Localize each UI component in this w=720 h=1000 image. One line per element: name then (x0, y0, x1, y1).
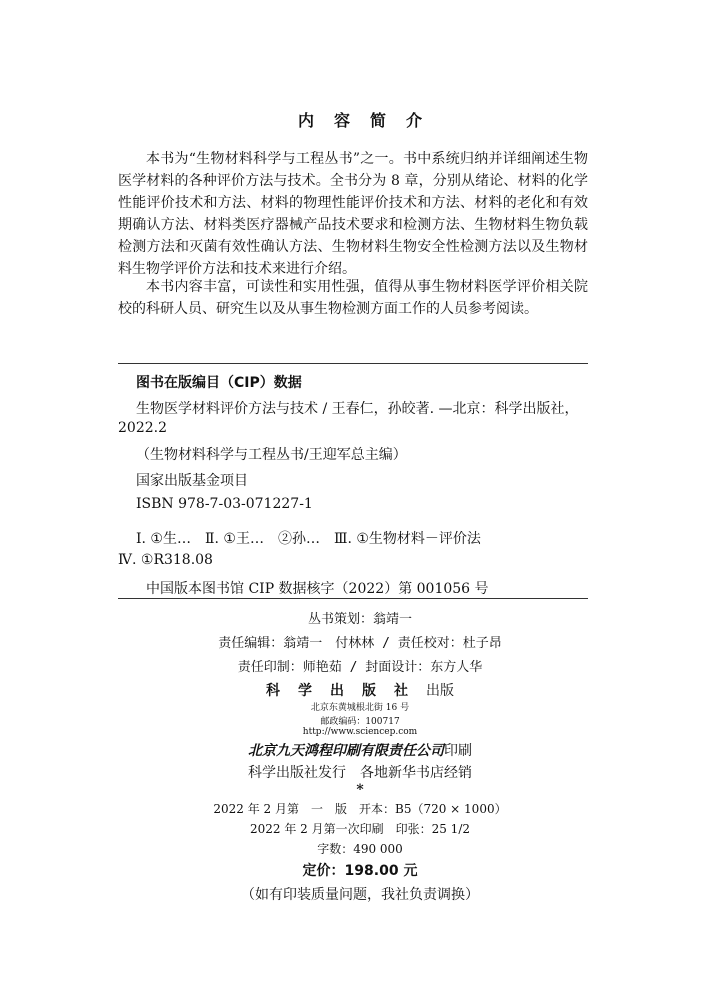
distribution-line: 科学出版社发行 各地新华书店经销 (248, 765, 472, 781)
cip-heading: 图书在版编目（CIP）数据 (136, 375, 302, 391)
separator-star: * (356, 782, 364, 798)
publisher-postcode: 邮政编码：100717 (320, 717, 400, 727)
cip-line-7: Ⅳ. ①R318.08 (118, 552, 213, 568)
word-count: 字数：490 000 (317, 842, 403, 856)
publisher-url: http://www.sciencep.com (302, 727, 418, 737)
publisher-address: 北京东黄城根北街 16 号 (310, 703, 410, 713)
publisher-name: 科学出版社 (266, 683, 426, 699)
cip-line-1: 生物医学材料评价方法与技术 / 王春仁，孙皎著. —北京：科学出版社， (136, 401, 579, 417)
printer-line (0, 740, 720, 760)
cip-bottom-divider (118, 598, 588, 599)
publisher-line (0, 680, 720, 700)
edition-line-1: 2022 年 2 月第 一 版 开本：B5（720 × 1000） (213, 802, 507, 816)
intro-paragraph-2: 本书内容丰富，可读性和实用性强，值得从事生物材料医学评价相关院校的科研人员、研究生以及从事生物检测方面工作的人员参考阅读。 (118, 279, 588, 317)
cip-line-3: （生物材料科学与工程丛书/王迎军总主编） (136, 447, 407, 463)
cip-top-divider (118, 363, 588, 364)
intro-title: 内容简介 (297, 111, 442, 130)
cip-line-4: 国家出版基金项目 (136, 473, 248, 489)
printer-suffix: 印刷 (444, 743, 472, 759)
series-planner: 丛书策划：翁靖一 (307, 612, 412, 627)
publisher-suffix: 出版 (426, 683, 454, 699)
printer-name: 北京九天鸿程印刷有限责任公司 (248, 743, 444, 759)
printing-and-cover-design: 责任印制：师艳茹 / 封面设计：东方人华 (237, 660, 483, 675)
cip-line-8: 中国版本图书馆 CIP 数据核字（2022）第 001056 号 (146, 581, 489, 597)
cip-line-5: ISBN 978-7-03-071227-1 (136, 496, 313, 512)
responsible-editors: 责任编辑：翁靖一 付林林 / 责任校对：杜子昂 (218, 636, 502, 651)
quality-notice: （如有印装质量问题，我社负责调换） (241, 887, 479, 903)
edition-line-2: 2022 年 2 月第一次印刷 印张：25 1/2 (249, 822, 470, 836)
cip-line-2: 2022.2 (118, 420, 167, 436)
cip-line-6: Ⅰ. ①生… Ⅱ. ①王… ②孙… Ⅲ. ①生物材料－评价法 (136, 531, 481, 547)
price: 定价：198.00 元 (302, 863, 418, 879)
intro-paragraph-1: 本书为“生物材料科学与工程丛书”之一。书中系统归纳并详细阐述生物医学材料的各种评价方法与技术。全书分为 8 章，分别从绪论、材料的化学性能评价技术和方法、材料的物理性能评价技术和方法、材料的老化和有效期确认方法、材料类医疗器械产品技术要求和检测方法、生物材料生物负载检测方法和灭菌有效性确认方法、生物材料生物安全性检测方法以及生物材料生物学评价方法和技术来进行介绍。 (118, 151, 588, 277)
